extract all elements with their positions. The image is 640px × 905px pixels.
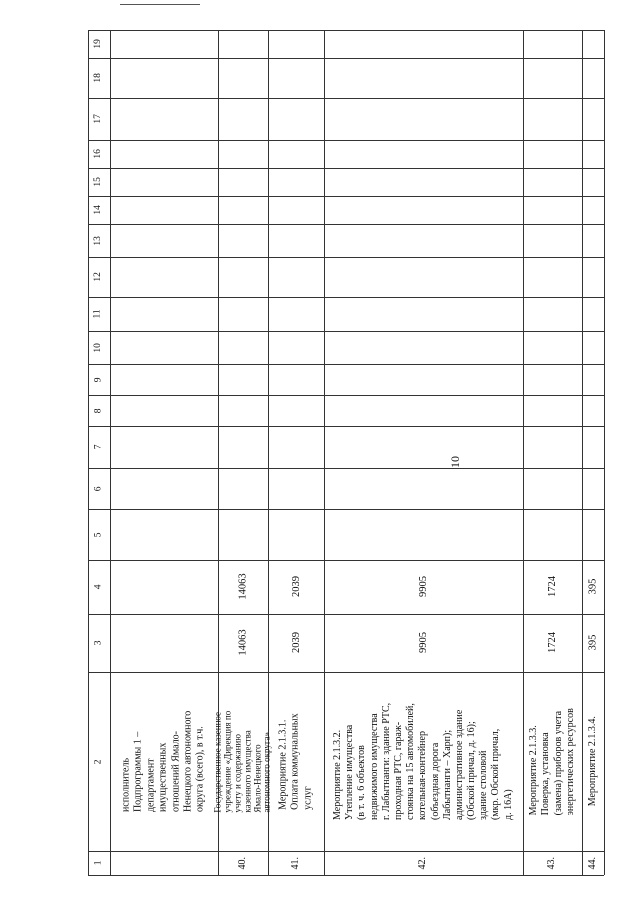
col-divider <box>88 509 604 510</box>
header-cell: 17 <box>93 114 104 124</box>
table-border-right <box>604 30 605 875</box>
header-cell: 9 <box>93 377 104 382</box>
value-cell-col4: 395 <box>587 579 599 595</box>
col-divider <box>88 331 604 332</box>
value-cell-col3: 395 <box>587 635 599 651</box>
header-cell: 7 <box>93 444 104 450</box>
row-number: 44. <box>586 856 598 870</box>
col-divider <box>88 364 604 365</box>
col-divider <box>88 224 604 225</box>
header-cell: 16 <box>93 149 104 159</box>
col-divider <box>88 426 604 427</box>
value-cell-col4: 14063 <box>237 573 249 601</box>
col-divider <box>88 58 604 59</box>
header-cell: 15 <box>93 177 104 187</box>
header-cell: 4 <box>93 584 104 590</box>
col-divider <box>88 297 604 298</box>
col-divider <box>88 468 604 469</box>
header-cell: 2 <box>93 759 104 764</box>
value-cell-col4: 1724 <box>546 576 558 598</box>
header-cell: 11 <box>93 309 104 319</box>
header-cell: 18 <box>93 73 104 83</box>
row-description: Мероприятие 2.1.3.2. Утепление имущества (в т. ч. 6 объектов недвижимого имущества г. Лабытнанги: здание РТС, проходная РТС, гараж- стоянка на 15 автомобилей, котельная-контейнер (объездная дорога Лабытнанги – Харп); административное здание (Обской причал, д. 16); здание столовой (мкр. Обской причал, д. 16А) <box>332 702 514 821</box>
header-cell: 13 <box>93 235 104 246</box>
header-cell: 5 <box>93 532 104 537</box>
value-cell-col3: 2039 <box>290 632 302 654</box>
row-description: Мероприятие 2.1.3.4. <box>586 716 598 807</box>
row-number: 43. <box>546 856 558 870</box>
header-cell: 12 <box>93 272 104 282</box>
col-divider <box>88 168 604 169</box>
row-number: 42. <box>417 856 429 870</box>
value-cell-col4: 2039 <box>290 576 302 598</box>
header-cell: 14 <box>93 205 104 215</box>
value-cell-col3: 14063 <box>237 629 249 657</box>
col-divider <box>88 257 604 258</box>
header-cell: 1 <box>93 860 104 866</box>
row-description: Мероприятие 2.1.3.1. Оплата коммунальных услуг <box>277 713 314 810</box>
table-border-bottom <box>88 875 604 876</box>
row-description: исполнитель Подпрограммы 1 – департамент имущественных отношений Ямало- Ненецкого автономного округа (всего), в т.ч. <box>120 710 206 813</box>
value-cell-col4: 9905 <box>417 576 429 598</box>
header-cell: 3 <box>93 640 104 646</box>
col-divider <box>88 196 604 197</box>
value-cell-col3: 9905 <box>417 632 429 654</box>
header-cell: 10 <box>93 342 104 353</box>
row-description: Мероприятие 2.1.3.3. Поверка, установка (замена) приборов учета энергетических ресурсов <box>527 707 576 816</box>
row-number: 41. <box>289 856 301 870</box>
col-divider <box>88 98 604 99</box>
header-cell: 6 <box>93 486 104 491</box>
row-description: Государственное казенное учреждение «Дирекция по учету и содержанию казенного имущества Ямало-Ненецкого автономного округа» <box>212 710 272 813</box>
page-number: 10 <box>448 456 462 468</box>
col-divider <box>88 395 604 396</box>
value-cell-col3: 1724 <box>546 632 558 654</box>
table-border-top <box>88 30 604 31</box>
col-divider <box>88 140 604 141</box>
header-cell: 19 <box>93 39 104 49</box>
header-cell: 8 <box>93 408 104 413</box>
row-number: 40. <box>236 856 248 870</box>
